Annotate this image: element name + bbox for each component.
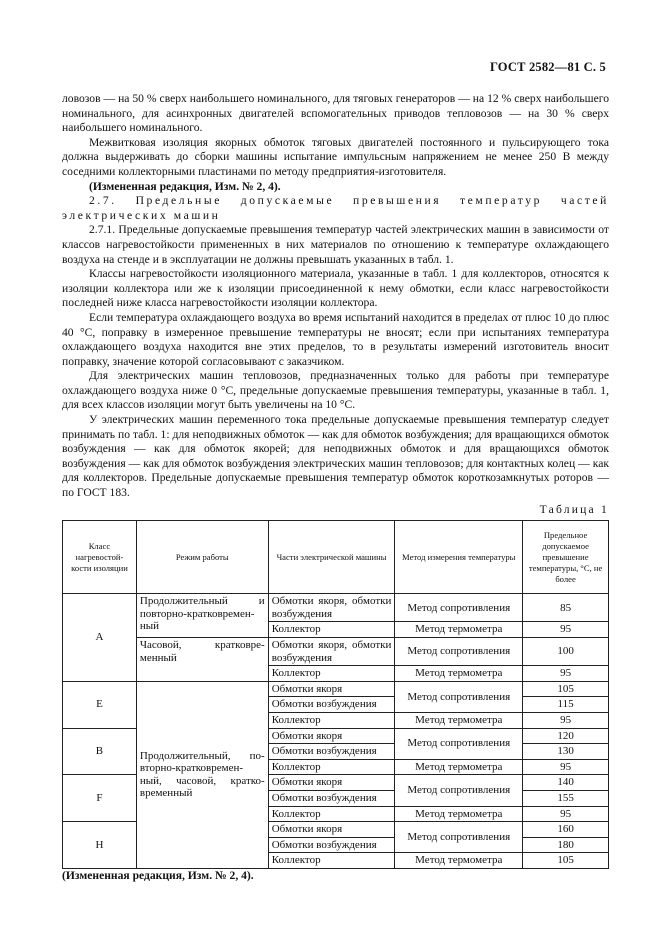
header-method: Метод измерения температуры <box>395 521 523 594</box>
mode-cell-a2: Часовой, кратковре- менный <box>136 638 268 682</box>
header-mode: Режим работы <box>136 521 268 594</box>
method-cell: Метод термометра <box>395 712 523 728</box>
header-class: Класс нагревостой- кости изоляции <box>63 521 137 594</box>
table-row <box>63 594 609 622</box>
part-cell: Коллектор <box>268 666 395 682</box>
value-cell: 160 <box>523 822 609 838</box>
part-cell: Обмотки возбуждения <box>268 744 395 760</box>
value-cell: 140 <box>523 775 609 791</box>
table-caption: Таблица 1 <box>539 502 609 516</box>
paragraph-ac-machines: У электрических машин переменного тока предельные допускаемые превышения температур следует принимать по табл. 1: для неподвижных обмоток — как для обмоток возбуждения; для вращающихся обмоток возбуждения — как для обмоток якорей; для неподвижных обмоток и для вращающихся обмоток возбуждения — как для обмоток возбуждения электрических машин тепловозов; для контактных колец — как для коллекторов. Предельные допускаемые превышения температур обмоток короткозамкнутых роторов — по ГОСТ 183. <box>62 413 609 500</box>
method-cell: Метод сопротивления <box>395 594 523 622</box>
mode-cell-a1: Продолжительный и повторно-кратковремен- ный <box>136 594 268 638</box>
body-text <box>62 92 609 884</box>
method-cell: Метод термометра <box>395 853 523 869</box>
value-cell: 95 <box>523 622 609 638</box>
class-cell-a: A <box>63 594 137 682</box>
method-cell: Метод сопротивления <box>395 775 523 806</box>
class-cell-b: B <box>63 728 137 775</box>
paragraph-interturn-insulation: Межвитковая изоляция якорных обмоток тяговых двигателей постоянного и пульсирующего тока должна выдерживать до сборки машины испытание импульсным напряжением не менее 250 В между соседними коллекторными пластинами по методу предприятия-изготовителя. <box>62 135 609 178</box>
value-cell: 100 <box>523 638 609 666</box>
part-cell: Обмотки якоря, обмотки возбуждения <box>268 638 395 666</box>
value-cell: 95 <box>523 759 609 775</box>
paragraph-cooling-air: Если температура охлаждающего воздуха во время испытаний находится в пределах от плюс 10 до плюс 40 °С, поправку в измеренное превышение температуры не вносят; если при испытаниях температура охлаждающего воздуха находится вне этих пределов, то в результаты измерений изготовитель вносит поправку, значение которой согласовывают с заказчиком. <box>62 310 609 368</box>
part-cell: Обмотки якоря <box>268 681 395 697</box>
part-cell: Обмотки якоря, обмотки возбуждения <box>268 594 395 622</box>
part-cell: Коллектор <box>268 622 395 638</box>
part-cell: Коллектор <box>268 759 395 775</box>
part-cell: Коллектор <box>268 712 395 728</box>
method-cell: Метод сопротивления <box>395 681 523 712</box>
value-cell: 105 <box>523 853 609 869</box>
class-cell-h: H <box>63 822 137 869</box>
value-cell: 130 <box>523 744 609 760</box>
part-cell: Коллектор <box>268 806 395 822</box>
value-cell: 180 <box>523 837 609 853</box>
part-cell: Обмотки якоря <box>268 728 395 744</box>
value-cell: 95 <box>523 712 609 728</box>
part-cell: Обмотки возбуждения <box>268 837 395 853</box>
paragraph-2-7-1: 2.7.1. Предельные допускаемые превышения температур частей электрических машин в зависимости от классов нагревостойкости примененных в них материалов по отношению к температуре охлаждающего воздуха на стенде и в эксплуатации не должны превышать указанных в табл. 1. <box>62 223 609 266</box>
method-cell: Метод сопротивления <box>395 638 523 666</box>
value-cell: 95 <box>523 806 609 822</box>
section-heading-2-7: 2.7. Предельные допускаемые превышения температур частей электрических машин <box>62 194 609 222</box>
footnote-revision: (Измененная редакция, Изм. № 2, 4). <box>62 868 254 882</box>
class-cell-e: E <box>63 681 137 728</box>
value-cell: 95 <box>523 666 609 682</box>
class-cell-f: F <box>63 775 137 822</box>
table-row <box>63 638 609 666</box>
paragraph-continuation: ловозов — на 50 % сверх наибольшего номинального, для тяговых генераторов — на 12 % сверх наибольшего номинального, для асинхронных двигателей вспомогательных приводов тепловозов — на 30 % сверх наибольшего номинального. <box>62 92 609 135</box>
paragraph-below-zero: Для электрических машин тепловозов, предназначенных только для работы при температуре охлаждающего воздуха ниже 0 °С, предельные допускаемые превышения температуры, указанные в табл. 1, для всех классов изоляции могут быть увеличены на 10 °С. <box>62 369 609 412</box>
method-cell: Метод сопротивления <box>395 728 523 759</box>
value-cell: 105 <box>523 681 609 697</box>
value-cell: 155 <box>523 790 609 806</box>
part-cell: Обмотки возбуждения <box>268 790 395 806</box>
method-cell: Метод термометра <box>395 666 523 682</box>
method-cell: Метод термометра <box>395 806 523 822</box>
revision-note: (Измененная редакция, Изм. № 2, 4). <box>89 179 281 193</box>
table-header-row <box>63 521 609 594</box>
paragraph-insulation-classes: Классы нагревостойкости изоляционного материала, указанные в табл. 1 для коллекторов, относятся к изоляции коллектора или же к изоляции присоединенной к нему обмотки, если класс нагревостойкости последней ниже класса нагревостойкости изоляции коллектора. <box>62 267 609 310</box>
mode-cell-efh: Продолжительный, по- вторно-кратковремен- ный, часовой, кратко- временный <box>136 681 268 868</box>
method-cell: Метод сопротивления <box>395 822 523 853</box>
value-cell: 85 <box>523 594 609 622</box>
method-cell: Метод термометра <box>395 622 523 638</box>
part-cell: Обмотки якоря <box>268 822 395 838</box>
header-limit: Предельное допускаемое превышение температуры, °С, не более <box>523 521 609 594</box>
temperature-limits-table <box>62 520 609 869</box>
part-cell: Обмотки возбуждения <box>268 697 395 713</box>
table-row <box>63 681 609 697</box>
header-parts: Части электрической машины <box>268 521 395 594</box>
value-cell: 120 <box>523 728 609 744</box>
part-cell: Обмотки якоря <box>268 775 395 791</box>
page-header: ГОСТ 2582—81 С. 5 <box>489 60 606 74</box>
value-cell: 115 <box>523 697 609 713</box>
part-cell: Коллектор <box>268 853 395 869</box>
method-cell: Метод термометра <box>395 759 523 775</box>
